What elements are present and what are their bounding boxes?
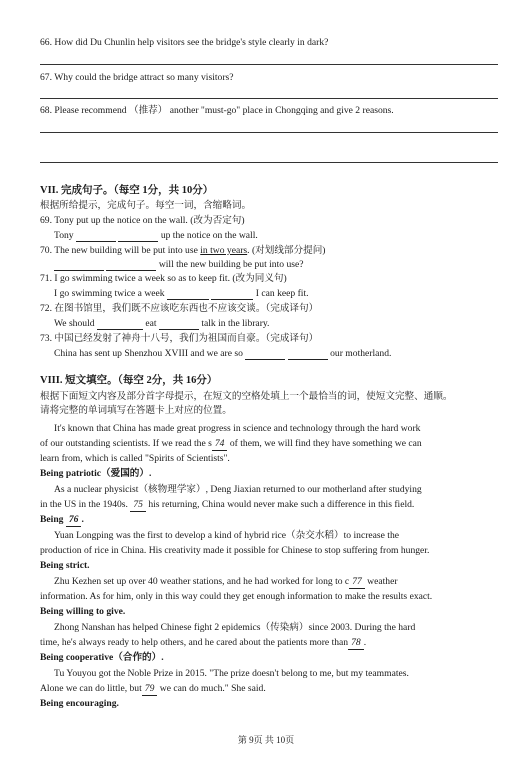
section-7-title: VII. 完成句子。（每空 1分，共 10分）	[40, 185, 214, 196]
passage-p2-line2: in the US in the 1940s. 75 his returning, China would never make such a difference in this field.	[40, 499, 415, 510]
question-71: 71. I go swimming twice a week so as to keep fit. (改为同义句)	[40, 273, 287, 284]
answer-line-67[interactable]	[40, 98, 498, 99]
heading-patriotic: Being patriotic（爱国的）.	[40, 468, 152, 479]
passage-p6-line2: Alone we can do little, but 79 we can do much." She said.	[40, 683, 266, 694]
blank-73a[interactable]	[245, 349, 285, 360]
section-8-instructions-2: 请将完整的单词填写在答题卡上对应的位置。	[40, 405, 232, 416]
page-footer: 第 9页 共 10页	[237, 735, 295, 745]
passage-p3-line2: production of rice in China. His creativity made it possible for Chinese to stop suffering from hunger.	[40, 545, 430, 556]
heading-encouraging: Being encouraging.	[40, 698, 119, 709]
blank-79[interactable]: 79	[142, 683, 158, 696]
heading-cooperative: Being cooperative（合作的）.	[40, 652, 164, 663]
answer-69: Tony up the notice on the wall.	[54, 230, 258, 241]
heading-76: Being 76 .	[40, 514, 84, 525]
blank-71a[interactable]	[167, 289, 209, 300]
passage-p6-line1: Tu Youyou got the Noble Prize in 2015. "The prize doesn't belong to me, but my teammates.	[54, 668, 409, 679]
passage-p5-line2: time, he's always ready to help others, and he cared about the patients more than 78 .	[40, 637, 367, 648]
passage-p1-line2: of our outstanding scientists. If we read the s 74 of them, we will find they have something we can	[40, 438, 422, 449]
question-68: 68. Please recommend （推荐） another "must-go" place in Chongqing and give 2 reasons.	[40, 105, 394, 116]
passage-p1-line1: It's known that China has made great progress in science and technology through the hard work	[54, 423, 421, 434]
blank-69a[interactable]	[76, 231, 116, 242]
passage-p5-line1: Zhong Nanshan has helped Chinese fight 2 epidemics（传染病）since 2003. During the hard	[54, 622, 416, 633]
blank-76[interactable]: 76	[66, 514, 82, 527]
section-7-instructions: 根据所给提示，完成句子。每空一词，含缩略词。	[40, 200, 252, 211]
section-8-title: VIII. 短文填空。（每空 2分，共 16分）	[40, 375, 218, 386]
blank-77[interactable]: 77	[349, 576, 365, 589]
blank-69b[interactable]	[118, 231, 158, 242]
passage-p4-line1: Zhu Kezhen set up over 40 weather stations, and he had worked for long to c 77 weather	[54, 576, 398, 587]
answer-line-68a[interactable]	[40, 132, 498, 133]
question-70: 70. The new building will be put into use in two years. (对划线部分提问)	[40, 245, 326, 256]
answer-73: China has sent up Shenzhou XVIII and we are so our motherland.	[54, 348, 392, 359]
blank-72b[interactable]	[159, 319, 199, 330]
blank-70b[interactable]	[106, 260, 156, 271]
passage-p4-line2: information. As for him, only in this way could they get enough information to make the results exact.	[40, 591, 433, 602]
blank-71b[interactable]	[211, 289, 253, 300]
question-69: 69. Tony put up the notice on the wall. (改为否定句)	[40, 215, 245, 226]
blank-75[interactable]: 75	[130, 499, 146, 512]
answer-72: We should eat talk in the library.	[54, 318, 270, 329]
blank-73b[interactable]	[288, 349, 328, 360]
section-8-instructions-1: 根据下面短文内容及部分首字母提示，在短文的空格处填上一个最恰当的词，使短文完整、通顺。	[40, 391, 453, 402]
answer-70: will the new building be put into use?	[40, 259, 500, 271]
blank-70a[interactable]	[54, 260, 104, 271]
question-66: 66. How did Du Chunlin help visitors see the bridge's style clearly in dark?	[40, 37, 329, 48]
question-67: 67. Why could the bridge attract so many visitors?	[40, 72, 234, 83]
passage-p3-line1: Yuan Longping was the first to develop a kind of hybrid rice（杂交水稻）to increase the	[54, 530, 400, 541]
passage-p1-line3: learn from, which is called "Spirits of Scientists".	[40, 453, 230, 464]
blank-78[interactable]: 78	[348, 637, 364, 650]
blank-72a[interactable]	[97, 319, 143, 330]
question-72: 72. 在图书馆里，我们既不应该吃东西也不应该交谈。（完成译句）	[40, 303, 319, 314]
passage-p2-line1: As a nuclear physicist（核物理学家）, Deng Jiaxian returned to our motherland after studying	[54, 484, 422, 495]
heading-willing: Being willing to give.	[40, 606, 126, 617]
blank-74[interactable]: 74	[212, 438, 228, 451]
answer-line-66[interactable]	[40, 64, 498, 65]
heading-strict: Being strict.	[40, 560, 90, 571]
question-73: 73. 中国已经发射了神舟十八号，我们为祖国而自豪。（完成译句）	[40, 333, 319, 344]
answer-line-68b[interactable]	[40, 162, 498, 163]
answer-71: I go swimming twice a week I can keep fit.	[54, 288, 309, 299]
